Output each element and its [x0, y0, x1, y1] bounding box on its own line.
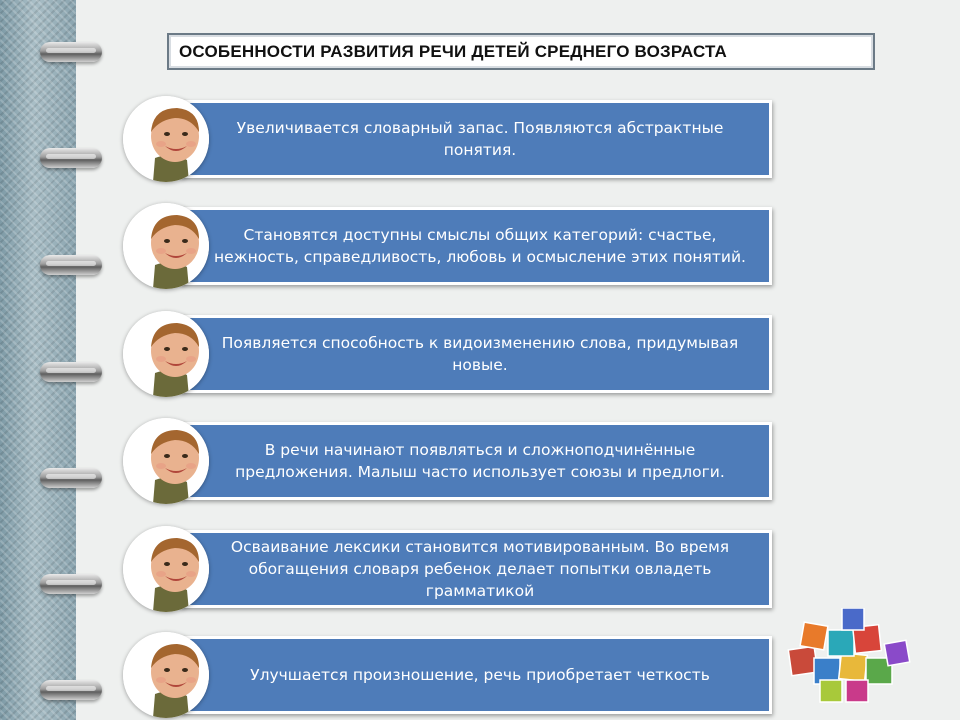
page-title: ОСОБЕННОСТИ РАЗВИТИЯ РЕЧИ ДЕТЕЙ СРЕДНЕГО ВОЗРАСТА: [179, 41, 728, 61]
smiling-child-icon: [123, 203, 209, 289]
item-text: Появляется способность к видоизменению слова, придумывая новые.: [221, 334, 739, 374]
item-bar: [180, 207, 772, 285]
notebook-spine: [0, 0, 76, 720]
list-item: [123, 418, 778, 506]
title-box: [167, 33, 875, 70]
list-item: [123, 96, 778, 184]
list-item: [123, 632, 778, 720]
item-text: Становятся доступны смыслы общих категорий: счастье, нежность, справедливость, любовь и осмысление этих понятий.: [214, 226, 746, 266]
ring-icon: [40, 680, 102, 700]
item-bar: [180, 422, 772, 500]
toy-blocks-icon: [786, 608, 912, 704]
item-bar: [180, 100, 772, 178]
ring-icon: [40, 255, 102, 275]
ring-icon: [40, 574, 102, 594]
ring-icon: [40, 362, 102, 382]
item-text: Увеличивается словарный запас. Появляются абстрактные понятия.: [236, 119, 724, 159]
list-item: [123, 203, 778, 291]
smiling-child-icon: [123, 96, 209, 182]
item-text: Осваивание лексики становится мотивированным. Во время обогащения словаря ребенок делает попытки овладеть грамматикой: [230, 538, 730, 600]
smiling-child-icon: [123, 632, 209, 718]
item-bar: [180, 530, 772, 608]
list-item: [123, 311, 778, 399]
list-item: [123, 526, 778, 614]
smiling-child-icon: [123, 526, 209, 612]
smiling-child-icon: [123, 418, 209, 504]
smiling-child-icon: [123, 311, 209, 397]
item-text: Улучшается произношение, речь приобретает четкость: [250, 666, 710, 684]
ring-icon: [40, 42, 102, 62]
item-bar: [180, 315, 772, 393]
item-text: В речи начинают появляться и сложноподчинённые предложения. Малыш часто использует союзы и предлоги.: [235, 441, 725, 481]
item-bar: [180, 636, 772, 714]
ring-icon: [40, 468, 102, 488]
ring-icon: [40, 148, 102, 168]
